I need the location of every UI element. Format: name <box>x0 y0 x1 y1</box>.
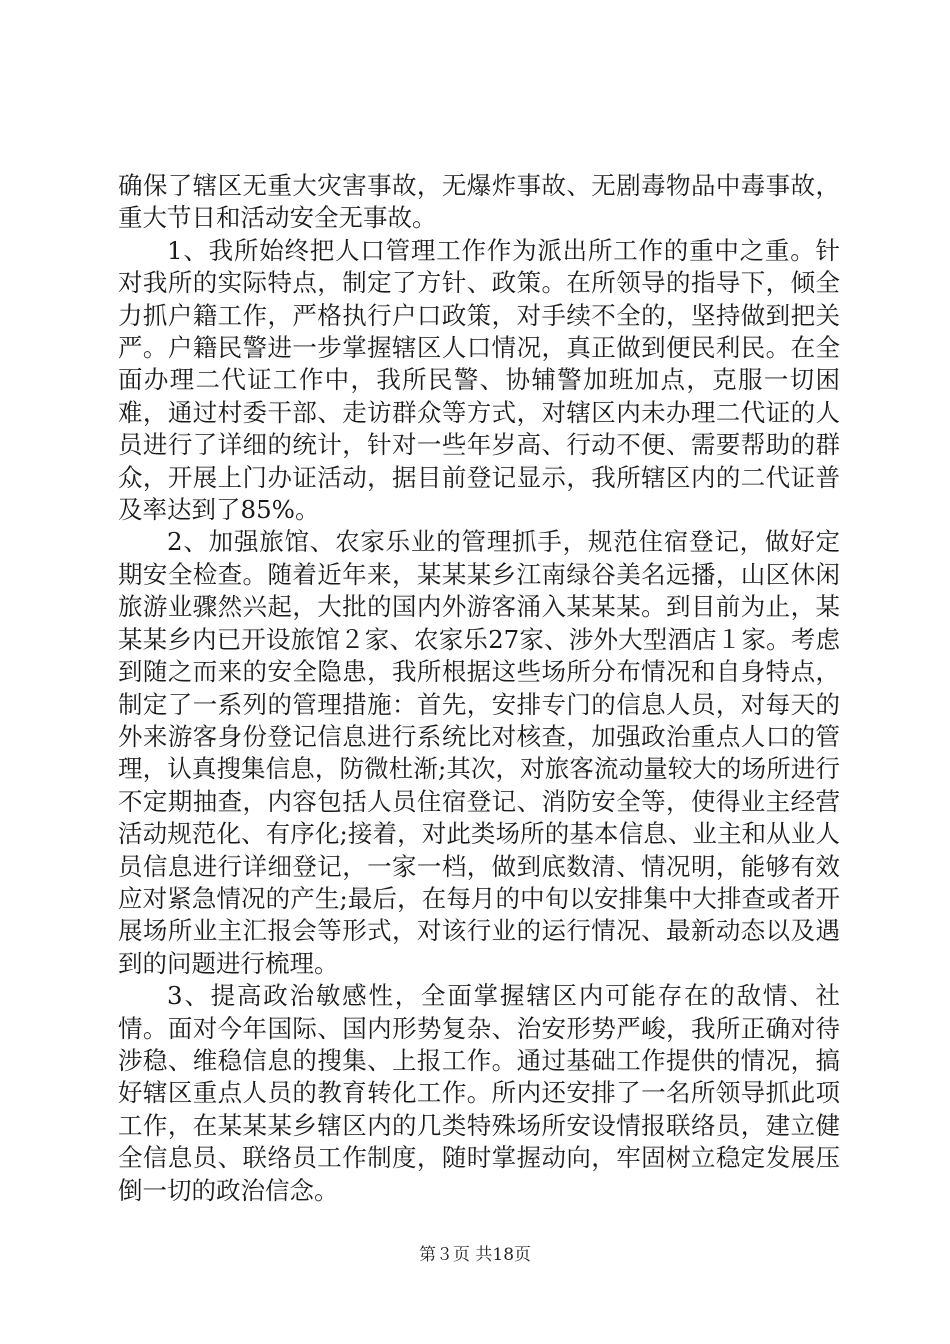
paragraph-household-registration: 1、我所始终把人口管理工作作为派出所工作的重中之重。针对我所的实际特点，制定了方针、政策。在所领导的指导下，倾全力抓户籍工作，严格执行户口政策，对手续不全的，坚持做到把关严。户籍民警进一步掌握辖区人口情况，真正做到便民利民。在全面办理二代证工作中，我所民警、协辅警加班加点，克服一切困难，通过村委干部、走访群众等方式，对辖区内未办理二代证的人员进行了详细的统计，针对一些年岁高、行动不便、需要帮助的群众，开展上门办证活动，据目前登记显示，我所辖区内的二代证普及率达到了85%。 <box>118 235 840 525</box>
paragraph-political-awareness: 3、提高政治敏感性，全面掌握辖区内可能存在的敌情、社情。面对今年国际、国内形势复杂、治安形势严峻，我所正确对待涉稳、维稳信息的搜集、上报工作。通过基础工作提供的情况，搞好辖区重点人员的教育转化工作。所内还安排了一名所领导抓此项工作，在某某某乡辖区内的几类特殊场所安设情报联络员，建立健全信息员、联络员工作制度，随时掌握动向，牢固树立稳定发展压倒一切的政治信念。 <box>118 981 840 1205</box>
document-body <box>118 170 840 1207</box>
page-number-label: 第３页 共18页 <box>418 1245 532 1265</box>
paragraph-hotel-management: 2、加强旅馆、农家乐业的管理抓手，规范住宿登记，做好定期安全检查。随着近年来，某某某乡江南绿谷美名远播，山区休闲旅游业骤然兴起，大批的国内外游客涌入某某某。到目前为止，某某某乡内已开设旅馆２家、农家乐27家、涉外大型酒店１家。考虑到随之而来的安全隐患，我所根据这些场所分布情况和自身特点，制定了一系列的管理措施：首先，安排专门的信息人员，对每天的外来游客身份登记信息进行系统比对核查，加强政治重点人口的管理，认真搜集信息，防微杜渐;其次，对旅客流动量较大的场所进行不定期抽查，内容包括人员住宿登记、消防安全等，使得业主经营活动规范化、有序化;接着，对此类场所的基本信息、业主和从业人员信息进行详细登记，一家一档，做到底数清、情况明，能够有效应对紧急情况的产生;最后，在每月的中旬以安排集中大排查或者开展场所业主汇报会等形式，对该行业的运行情况、最新动态以及遇到的问题进行梳理。 <box>118 527 840 978</box>
page-footer <box>0 1240 950 1265</box>
paragraph-continuation: 确保了辖区无重大灾害事故，无爆炸事故、无剧毒物品中毒事故，重大节日和活动安全无事故。 <box>118 171 840 233</box>
